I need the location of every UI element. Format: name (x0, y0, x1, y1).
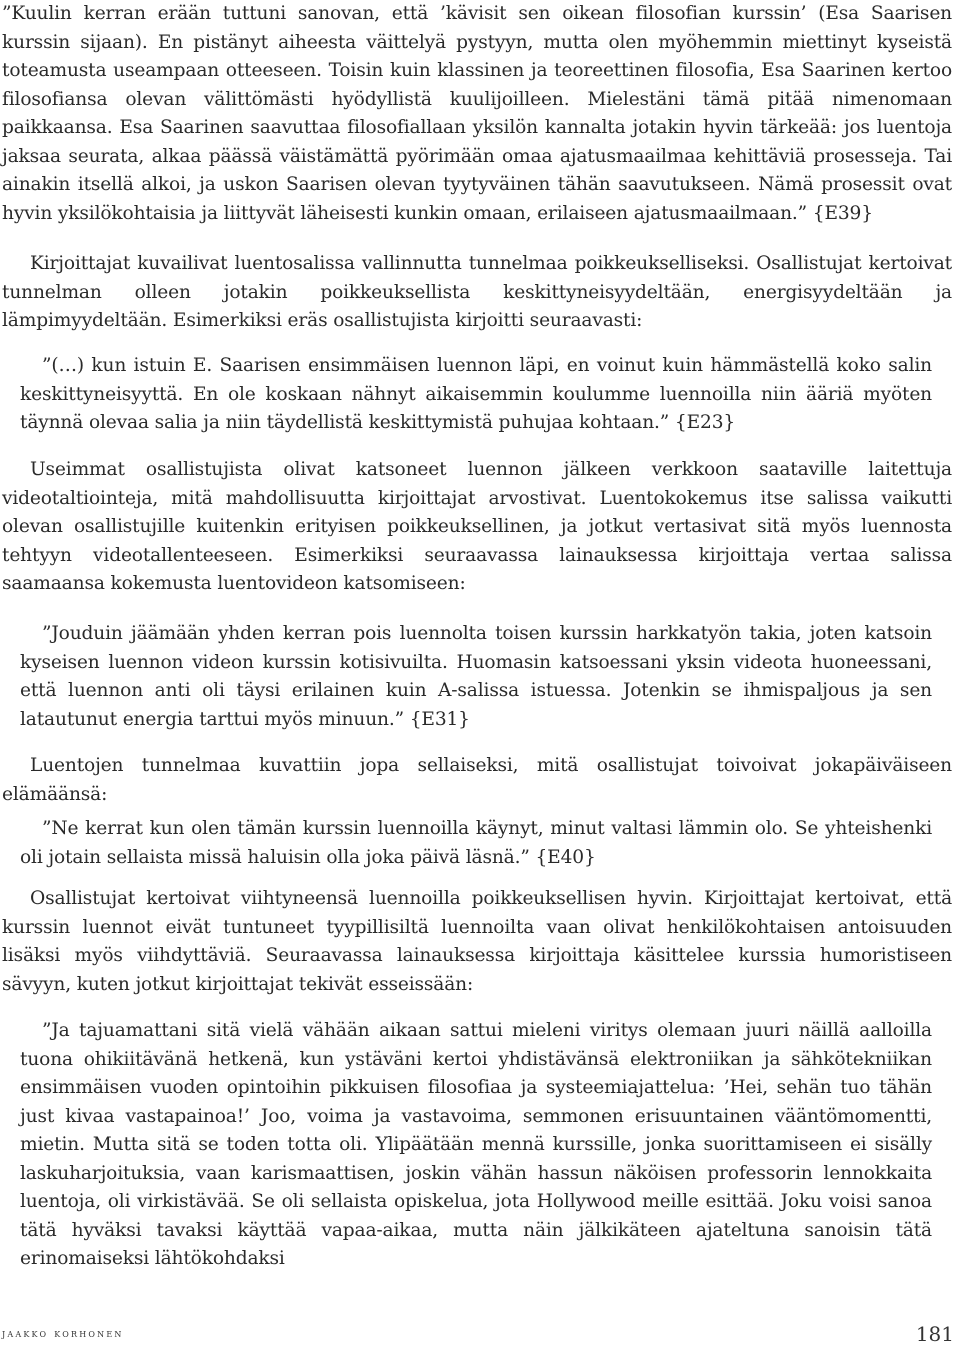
body-paragraph-atmosphere: Kirjoittajat kuvailivat luentosalissa vallinnutta tunnelmaa poikkeukselliseksi. Osallistujat kertoivat tunnelman olleen jotakin poikkeuksellista keskittyneisyydeltään, energisyydeltään ja lämpimyydeltään. Esimerkiksi eräs osallistujista kirjoitti seuraavasti: (2, 253, 952, 331)
quote-paragraph-e23: ”(…) kun istuin E. Saarisen ensimmäisen luennon läpi, en voinut kuin hämmästellä koko salin keskittyneisyyttä. En ole koskaan nähnyt aikaisemmin koulumme luennoilla niin ääriä myöten täynnä olevaa salia ja niin täydellistä keskittymistä puhujaa kohtaan.” {E23} (20, 355, 932, 433)
body-paragraph-daily-life: Luentojen tunnelmaa kuvattiin jopa sellaiseksi, mitä osallistujat toivoivat jokapäiväiseen elämäänsä: (2, 755, 952, 805)
quote-paragraph-humor: ”Ja tajuamattani sitä vielä vähään aikaan sattui mieleni viritys olemaan juuri näillä aalloilla tuona ohikiitävänä hetkenä, kun ystäväni kertoi yhdistävänsä elektroniikan ja sähkötekniikan ensimmäisen vuoden opintoihin pikkuisen filosofiaa ja systeemiajattelua: ’Hei, sehän tuo tähän just kivaa vastapainoa!’ Joo, voima ja vastavoima, semmonen erisuuntainen vääntömomentti, mietin. Mutta sitä se toden totta oli. Ylipäätään mennä kurssille, jonka suorittamiseen ei sisälly laskuharjoituksia, vaan karismaattisen, joskin vähän hassun näköisen professorin lennokkaita luentoja, oli virkistävää. Se oli sellaista opiskelua, jota Hollywood meille esittää. Joku voisi sanoa tätä hyväksi tavaksi käyttää vapaa-aikaa, mutta näin jälkikäteen ajateltuna sanoisin tätä erinomaiseksi lähtökohdaksi (20, 1020, 932, 1269)
body-paragraph-videos: Useimmat osallistujista olivat katsoneet luennon jälkeen verkkoon saataville laitettuja videotaltiointeja, mitä mahdollisuutta kirjoittajat arvostivat. Luentokokemus itse salissa vaikutti olevan osallistujille kuitenkin erityisen poikkeuksellinen, ja jotkut vertasivat sitä myös luennosta tehtyyn videotallenteeseen. Esimerkiksi seuraavassa lainauksessa kirjoittaja vertaa salissa saamaansa kokemusta luentovideon katsomiseen: (2, 459, 952, 594)
body-paragraph-enjoyment: Osallistujat kertoivat viihtyneensä luennoilla poikkeuksellisen hyvin. Kirjoittajat kertoivat, että kurssin luennot eivät tuntuneet tyypillisiltä luennoilta vaan olivat henkilökohtaisen antoisuuden lisäksi myös viihdyttäviä. Seuraavassa lainauksessa kirjoittaja käsittelee kurssia humoristiseen sävyyn, kuten jotkut kirjoittajat tekivät esseissään: (2, 888, 952, 995)
quote-paragraph-e31: ”Jouduin jäämään yhden kerran pois luennolta toisen kurssin harkkatyön takia, joten katsoin kyseisen luennon videon kurssin kotisivuilta. Huomasin katsoessani yksin videota huoneessani, että luennon anti oli täysi erilainen kuin A-salissa istuessa. Jotenkin se ihmispaljous ja sen latautunut energia tarttui myös minuun.” {E31} (20, 623, 932, 730)
quote-paragraph-e40: ”Ne kerrat kun olen tämän kurssin luennoilla käynyt, minut valtasi lämmin olo. Se yhteishenki oli jotain sellaista missä haluisin olla joka päivä läsnä.” {E40} (20, 818, 932, 868)
footer-author: jaakko korhonen (2, 1326, 124, 1340)
page-number: 181 (915, 1322, 954, 1346)
quote-paragraph-e39: ”Kuulin kerran erään tuttuni sanovan, että ’kävisit sen oikean filosofian kurssin’ (Esa Saarisen kurssin sijaan). En pistänyt aiheesta väittelyä pystyyn, mutta olen myöhemmin miettinyt kyseistä toteamusta useampaan otteeseen. Toisin kuin klassinen ja teoreettinen filosofia, Esa Saarinen kertoo filosofiansa olevan välittömästi hyödyllistä kuulijoilleen. Mielestäni tämä pitää nimenomaan paikkaansa. Esa Saarinen saavuttaa filosofiallaan yksilön kannalta jotakin hyvin tärkeää: jos luentoja jaksaa seurata, alkaa päässä väistämättä pyörimään omaa ajatusmaailmaa kehittäviä prosesseja. Tai ainakin itsellä alkoi, ja uskon Saarisen olevan tyytyväinen tähän saavutukseen. Nämä prosessit ovat hyvin yksilökohtaisia ja liittyvät läheisesti kunkin omaan, erilaiseen ajatusmaailmaan.” {E39} (2, 3, 952, 224)
